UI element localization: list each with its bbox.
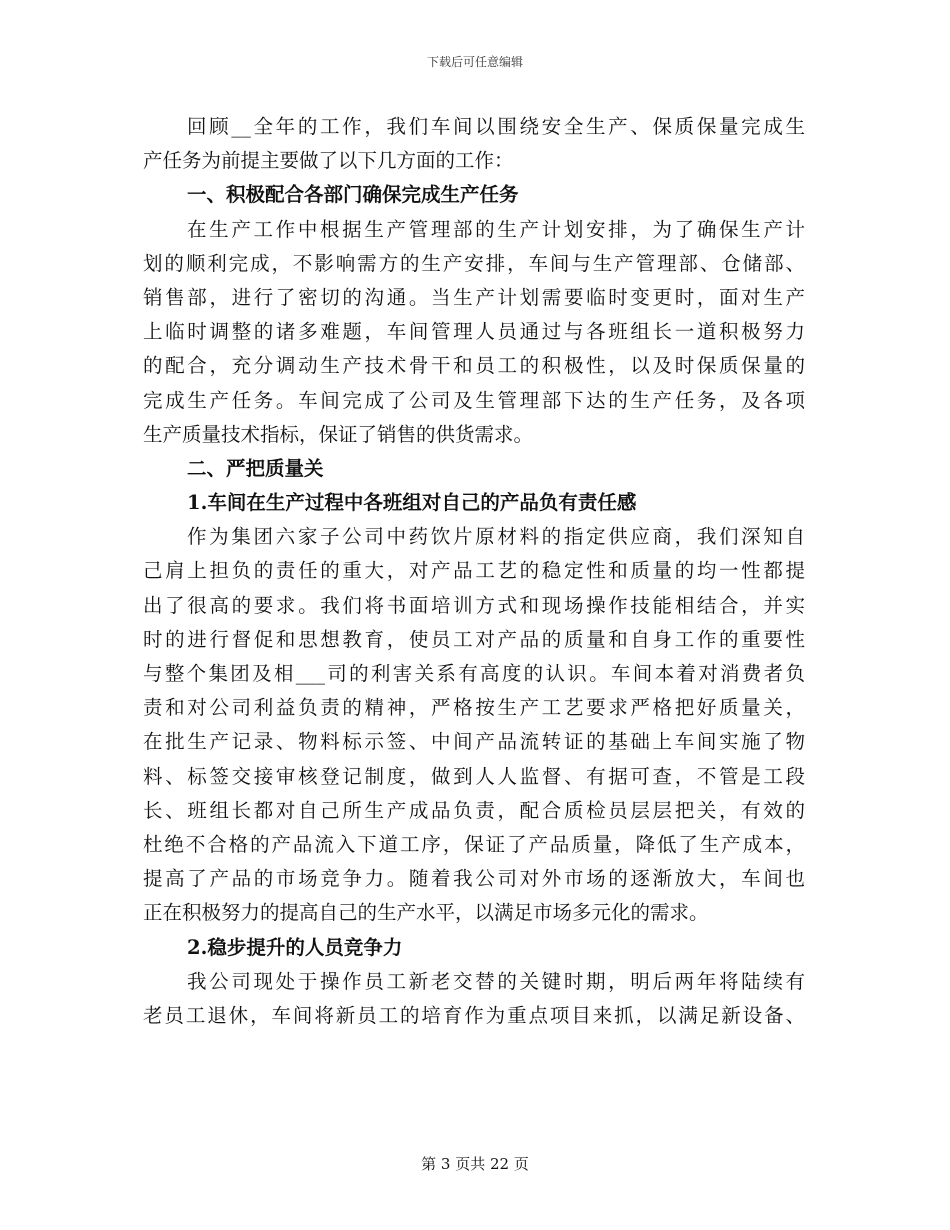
paragraph-line: 提高了产品的市场竞争力。随着我公司对外市场的逐渐放大，车间也	[143, 867, 805, 891]
paragraph-line: 作为集团六家子公司中药饮片原材料的指定供应商，我们深知自	[187, 525, 805, 549]
section-heading: 一、积极配合各部门确保完成生产任务	[187, 183, 519, 207]
paragraph-line: 正在积极努力的提高自己的生产水平，以满足市场多元化的需求。	[143, 901, 709, 925]
paragraph-line: 责和对公司利益负责的精神，严格按生产工艺要求严格把好质量关，	[143, 696, 805, 720]
paragraph-line: 划的顺利完成，不影响需方的生产安排，车间与生产管理部、仓储部、	[143, 251, 805, 275]
paragraph-line: 的配合，充分调动生产技术骨干和员工的积极性，以及时保质保量的	[143, 354, 805, 378]
paragraph-line: 销售部，进行了密切的沟通。当生产计划需要临时变更时，面对生产	[143, 285, 805, 309]
paragraph-line: 己肩上担负的责任的重大，对产品工艺的稳定性和质量的均一性都提	[143, 559, 805, 583]
paragraph-line: 我公司现处于操作员工新老交替的关键时期，明后两年将陆续有	[187, 969, 805, 993]
paragraph-line: 与整个集团及相___司的利害关系有高度的认识。车间本着对消费者负	[143, 662, 805, 685]
section-heading: 二、严把质量关	[187, 456, 324, 480]
paragraph-line: 生产质量技术指标，保证了销售的供货需求。	[143, 422, 534, 446]
subsection-heading: 1.车间在生产过程中各班组对自己的产品负有责任感	[187, 491, 637, 515]
paragraph-line: 回顾__全年的工作，我们车间以围绕安全生产、保质保量完成生	[187, 115, 805, 138]
paragraph-line: 上临时调整的诸多难题，车间管理人员通过与各班组长一道积极努力	[143, 320, 805, 344]
paragraph-line: 老员工退休，车间将新员工的培育作为重点项目来抓，以满足新设备、	[143, 1003, 805, 1027]
paragraph-line: 在批生产记录、物料标示签、中间产品流转证的基础上车间实施了物	[143, 730, 805, 754]
document-body	[143, 110, 805, 1033]
subsection-heading: 2.稳步提升的人员竞争力	[187, 935, 403, 959]
paragraph-line: 在生产工作中根据生产管理部的生产计划安排，为了确保生产计	[187, 217, 805, 241]
paragraph-line: 料、标签交接审核登记制度，做到人人监督、有据可查，不管是工段	[143, 764, 805, 788]
page-header-note: 下载后可任意编辑	[426, 55, 523, 69]
page-number: 第 3 页共 22 页	[421, 1155, 529, 1173]
paragraph-line: 完成生产任务。车间完成了公司及生管理部下达的生产任务，及各项	[143, 388, 805, 412]
paragraph-line: 出了很高的要求。我们将书面培训方式和现场操作技能相结合，并实	[143, 593, 805, 617]
paragraph-line: 长、班组长都对自己所生产成品负责，配合质检员层层把关，有效的	[143, 798, 805, 822]
paragraph-line: 时的进行督促和思想教育，使员工对产品的质量和自身工作的重要性	[143, 627, 805, 651]
paragraph-line: 产任务为前提主要做了以下几方面的工作：	[143, 149, 514, 173]
paragraph-line: 杜绝不合格的产品流入下道工序，保证了产品质量，降低了生产成本，	[143, 832, 805, 856]
